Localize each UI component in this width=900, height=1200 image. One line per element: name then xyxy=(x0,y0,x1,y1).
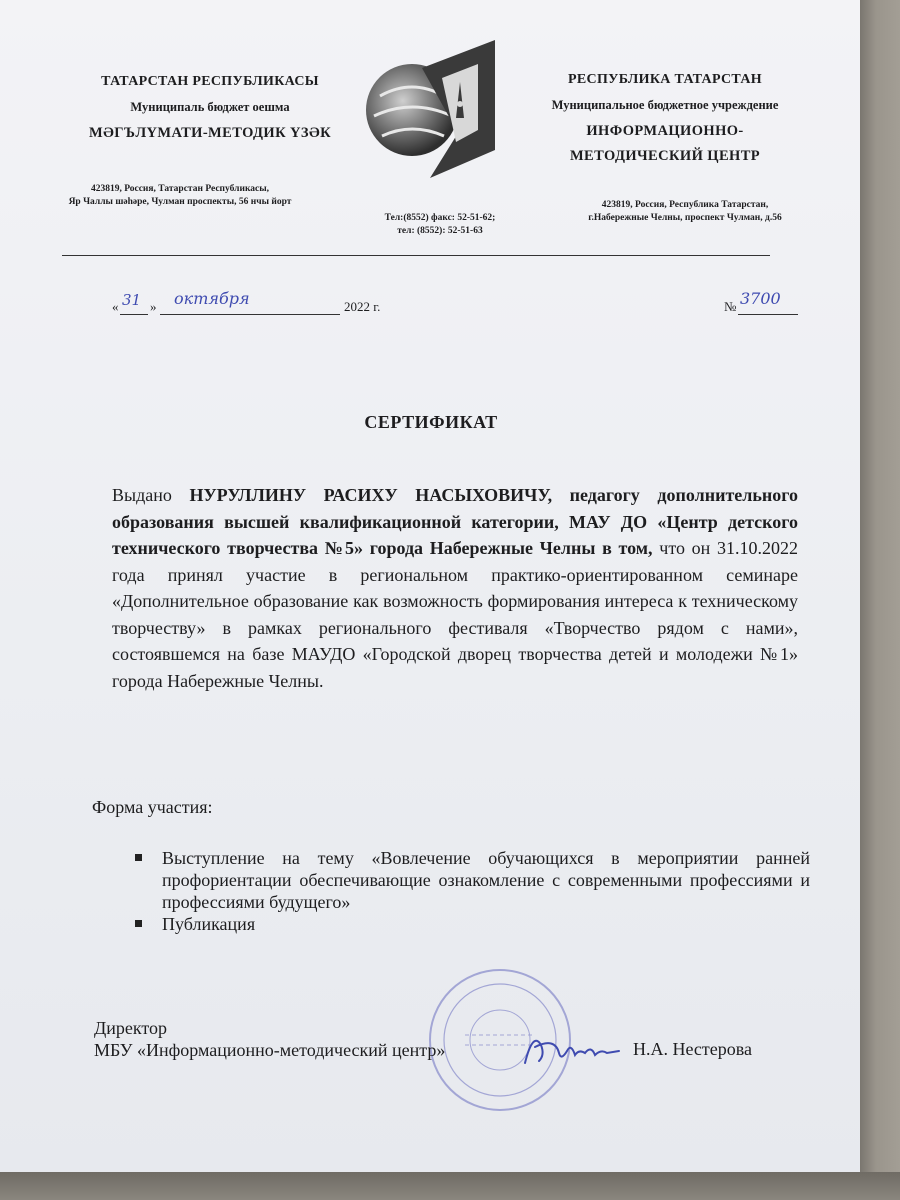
bullet-icon xyxy=(135,920,142,927)
header-contacts xyxy=(360,212,520,238)
header-right-address xyxy=(575,199,795,225)
document-number-label: № xyxy=(724,299,737,314)
background-surface-bottom xyxy=(0,1172,900,1200)
participation-item-text: Публикация xyxy=(162,914,256,934)
contact-phone: тел: (8552): 52-51-63 xyxy=(397,226,483,236)
emblem-logo-icon xyxy=(360,38,510,183)
document-number-underline xyxy=(738,314,798,315)
recipient-details: НУРУЛЛИНУ РАСИХУ НАСЫХОВИЧУ, педагогу дополнительного образования высшей квалификационной категории, МАУ ДО «Центр детского технического творчества №5» города Набережные Челны в том, xyxy=(112,485,798,558)
header-left-center-name: МӘГЪЛҮМАТИ-МЕТОДИК ҮЗӘК xyxy=(89,125,331,141)
header-right xyxy=(520,72,810,165)
header-left xyxy=(60,74,360,142)
date-quote-open: « xyxy=(112,299,119,314)
header-left-address-line1: 423819, Россия, Татарстан Республикасы, xyxy=(90,184,270,194)
header-right-republic: РЕСПУБЛИКА ТАТАРСТАН xyxy=(568,72,762,87)
date-quote-close: » xyxy=(150,299,157,314)
signatory-organization: МБУ «Информационно-методический центр» xyxy=(94,1040,446,1060)
list-item xyxy=(130,847,810,913)
header-right-center-name-2: МЕТОДИЧЕСКИЙ ЦЕНТР xyxy=(569,148,761,164)
header-left-address-line2: Яр Чаллы шәһәре, Чулман проспекты, 56 нчы йорт xyxy=(68,197,292,207)
header-divider xyxy=(62,255,770,256)
signature-icon xyxy=(515,1025,625,1070)
signatory-role: Директор xyxy=(94,1018,168,1038)
participation-item-text: Выступление на тему «Вовлечение обучающихся в мероприятии ранней профориентации обеспечивающие ознакомление с современными профессиями и профессиями будущего» xyxy=(162,848,810,912)
bullet-icon xyxy=(135,854,142,861)
document-title: СЕРТИФИКАТ xyxy=(364,412,498,432)
signatory-block xyxy=(94,1017,445,1061)
header-right-center-name-1: ИНФОРМАЦИОННО- xyxy=(586,123,744,139)
header-left-republic: ТАТАРСТАН РЕСПУБЛИКАСЫ xyxy=(101,74,319,89)
list-item xyxy=(130,913,810,935)
contact-phone-fax: Тел:(8552) факс: 52-51-62; xyxy=(384,213,496,223)
header-right-institution-type: Муниципальное бюджетное учреждение xyxy=(551,98,779,112)
participation-label: Форма участия: xyxy=(92,797,213,817)
date-line xyxy=(112,289,802,321)
header-right-address-line2: г.Набережные Челны, проспект Чулман, д.56 xyxy=(588,213,782,223)
participation-list xyxy=(130,847,810,935)
certificate-body xyxy=(112,482,798,694)
background-surface-right xyxy=(860,0,900,1200)
date-month-underline xyxy=(160,314,340,315)
signatory-name: Н.А. Нестерова xyxy=(633,1039,753,1059)
header-left-institution-type: Муниципаль бюджет оешма xyxy=(130,100,290,114)
header-right-address-line1: 423819, Россия, Республика Татарстан, xyxy=(601,200,769,210)
date-day-underline xyxy=(120,314,148,315)
date-month: октября xyxy=(174,289,250,308)
date-day: 31 xyxy=(122,291,142,309)
document-number: 3700 xyxy=(740,289,781,308)
issued-word: Выдано xyxy=(112,485,172,505)
participation-text: что он 31.10.2022 года принял участие в региональном практико-ориентированном семинаре «Дополнительное образование как возможность формирования интереса к техническому творчеству» в рамках регионального фестиваля «Творчество рядом с нами», состоявшемся на базе МАУДО «Городской дворец творчества детей и молодежи №1» города Набережные Челны. xyxy=(112,538,798,691)
date-year: 2022 г. xyxy=(344,299,381,314)
header-left-address xyxy=(40,183,320,209)
